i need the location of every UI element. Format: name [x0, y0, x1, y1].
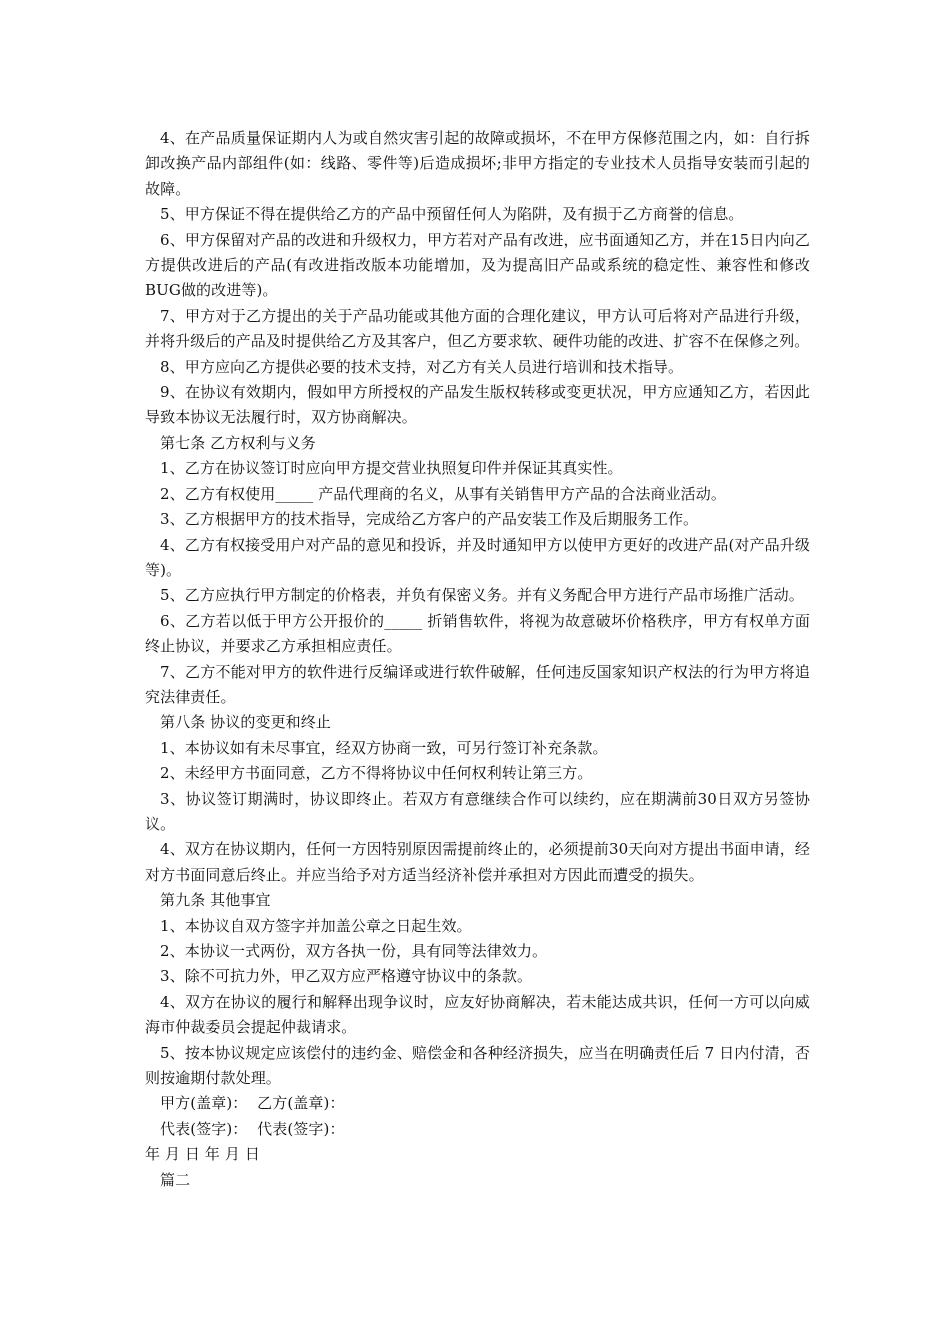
clause-item: 3、除不可抗力外，甲乙双方应严格遵守协议中的条款。: [160, 967, 533, 986]
clause-item: 5、乙方应执行甲方制定的价格表，并负有保密义务。并有义务配合甲方进行产品市场推广活动。: [160, 586, 804, 605]
clause-item: 6、乙方若以低于甲方公开报价的_____ 折销售软件，将视为故意破坏价格秩序，甲方有权单方面终止协议，并要求乙方承担相应责任。: [145, 611, 810, 656]
seal-line: 甲方(盖章)： 乙方(盖章)：: [160, 1094, 345, 1113]
article-7-heading: 第七条 乙方权利与义务: [160, 433, 316, 452]
article-9-heading: 第九条 其他事宜: [160, 891, 271, 910]
clause-item: 1、本协议如有未尽事宜，经双方协商一致，可另行签订补充条款。: [160, 738, 608, 757]
clause-item: 3、协议签订期满时，协议即终止。若双方有意继续合作可以续约，应在期满前30日双方另签协议。: [145, 789, 810, 833]
clause-item: 2、乙方有权使用_____ 产品代理商的名义，从事有关销售甲方产品的合法商业活动。: [160, 484, 726, 503]
clause-item: 4、双方在协议的履行和解释出现争议时，应友好协商解决，若未能达成共识，任何一方可以向威海市仲裁委员会提起仲裁请求。: [145, 992, 810, 1037]
clause-item: 2、未经甲方书面同意，乙方不得将协议中任何权利转让第三方。: [160, 764, 593, 783]
signature-line: 代表(签字)： 代表(签字)：: [160, 1119, 345, 1138]
clause-item: 5、甲方保证不得在提供给乙方的产品中预留任何人为陷阱，及有损于乙方商誉的信息。: [160, 205, 744, 224]
clause-item: 6、甲方保留对产品的改进和升级权力，甲方若对产品有改进，应书面通知乙方，并在15日内向乙方提供改进后的产品(有改进指改版本功能增加，及为提高旧产品或系统的稳定性、兼容性和修改BUG做的改进等)。: [145, 230, 810, 300]
date-line: 年 月 日 年 月 日: [145, 1145, 260, 1164]
clause-item: 8、甲方应向乙方提供必要的技术支持，对乙方有关人员进行培训和技术指导。: [160, 357, 684, 376]
clause-item: 2、本协议一式两份，双方各执一份，具有同等法律效力。: [160, 942, 548, 960]
clause-item: 1、乙方在协议签订时应向甲方提交营业执照复印件并保证其真实性。: [160, 459, 623, 478]
article-8-heading: 第八条 协议的变更和终止: [160, 713, 331, 732]
next-section-heading: 篇二: [160, 1170, 191, 1189]
clause-item: 5、按本协议规定应该偿付的违约金、赔偿金和各种经济损失，应当在明确责任后 7 日内付清，否则按逾期付款处理。: [145, 1043, 810, 1088]
clause-item: 4、乙方有权接受用户对产品的意见和投诉，并及时通知甲方以使甲方更好的改进产品(对产品升级等)。: [145, 535, 810, 579]
document-body: [145, 126, 810, 1193]
clause-item: 1、本协议自双方签字并加盖公章之日起生效。: [160, 916, 472, 935]
clause-item: 4、双方在协议期内，任何一方因特别原因需提前终止的，必须提前30天向对方提出书面申请，经对方书面同意后终止。并应当给予对方适当经济补偿并承担对方因此而遭受的损失。: [145, 840, 810, 884]
clause-item: 9、在协议有效期内，假如甲方所授权的产品发生版权转移或变更状况，甲方应通知乙方，若因此导致本协议无法履行时，双方协商解决。: [145, 383, 810, 427]
clause-item: 4、在产品质量保证期内人为或自然灾害引起的故障或损坏，不在甲方保修范围之内，如：自行拆卸改换产品内部组件(如：线路、零件等)后造成损坏;非甲方指定的专业技术人员指导安装而引起的故障。: [145, 129, 810, 198]
clause-item: 3、乙方根据甲方的技术指导，完成给乙方客户的产品安装工作及后期服务工作。: [160, 510, 699, 529]
clause-item: 7、甲方对于乙方提出的关于产品功能或其他方面的合理化建议，甲方认可后将对产品进行升级，并将升级后的产品及时提供给乙方及其客户，但乙方要求软、硬件功能的改进、扩容不在保修之列。: [145, 306, 810, 351]
clause-item: 7、乙方不能对甲方的软件进行反编译或进行软件破解，任何违反国家知识产权法的行为甲方将追究法律责任。: [145, 662, 810, 706]
